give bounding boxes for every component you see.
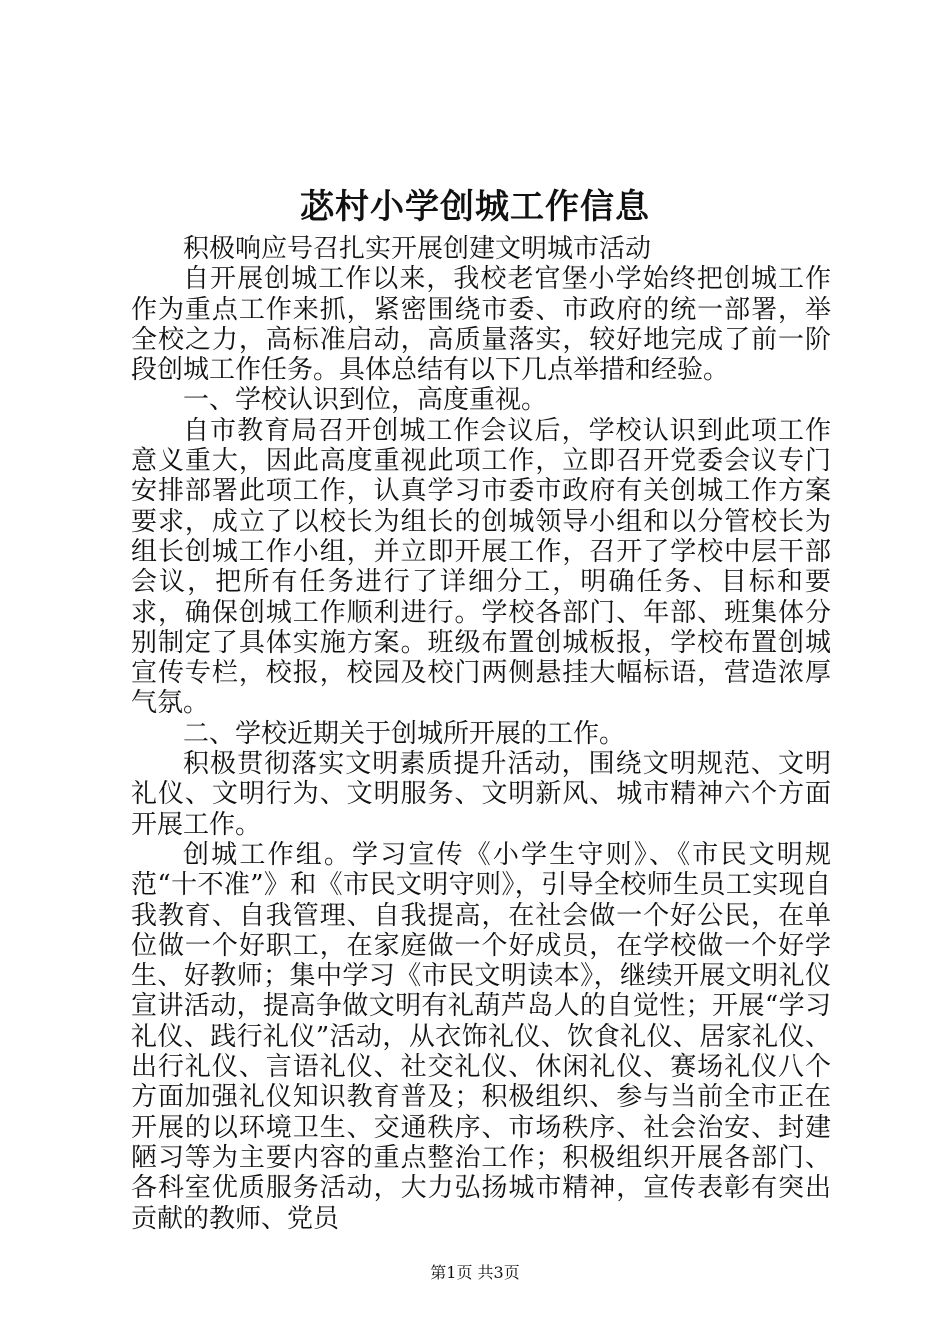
section-heading-1: 一、学校认识到位，高度重视。 bbox=[183, 385, 548, 416]
section-2-paragraph: 积极贯彻落实文明素质提升活动，围绕文明规范、文明礼仪、文明行为、文明服务、文明新风、城市精神六个方面开展工作。 bbox=[131, 749, 831, 840]
intro-paragraph: 自开展创城工作以来，我校老官堡小学始终把创城工作作为重点工作来抓，紧密围绕市委、市政府的统一部署，举全校之力，高标准启动，高质量落实，较好地完成了前一阶段创城工作任务。具体总结有以下几点举措和经验。 bbox=[131, 264, 831, 386]
section-heading-2: 二、学校近期关于创城所开展的工作。 bbox=[183, 718, 626, 749]
section-1-paragraph: 自市教育局召开创城工作会议后，学校认识到此项工作意义重大，因此高度重视此项工作，立即召开党委会议专门安排部署此项工作，认真学习市委市政府有关创城工作方案要求，成立了以校长为组长的创城领导小组和以分管校长为组长创城工作小组，并立即开展工作，召开了学校中层干部会议，把所有任务进行了详细分工，明确任务、目标和要求，确保创城工作顺利进行。学校各部门、年部、班集体分别制定了具体实施方案。班级布置创城板报，学校布置创城宣传专栏，校报，校园及校门两侧悬挂大幅标语，营造浓厚气氛。 bbox=[131, 415, 831, 719]
document-body bbox=[131, 234, 831, 1234]
page-footer: 第1页 共3页 bbox=[430, 1263, 520, 1282]
work-group-paragraph: 创城工作组。学习宣传《小学生守则》、《市民文明规范“十不准”》和《市民文明守则》，引导全校师生员工实现自我教育、自我管理、自我提高，在社会做一个好公民，在单位做一个好职工，在家庭做一个好成员，在学校做一个好学生、好教师；集中学习《市民文明读本》，继续开展文明礼仪宣讲活动，提高争做文明有礼葫芦岛人的自觉性；开展“学习礼仪、践行礼仪”活动，从衣饰礼仪、饮食礼仪、居家礼仪、出行礼仪、言语礼仪、社交礼仪、休闲礼仪、赛场礼仪八个方面加强礼仪知识教育普及；积极组织、参与当前全市正在开展的以环境卫生、交通秩序、市场秩序、社会治安、封建陋习等为主要内容的重点整治工作；积极组织开展各部门、各科室优质服务活动，大力弘扬城市精神，宣传表彰有突出贡献的教师、党员 bbox=[131, 839, 831, 1234]
document-title: 苾村小学创城工作信息 bbox=[300, 187, 650, 227]
subtitle-paragraph: 积极响应号召扎实开展创建文明城市活动 bbox=[183, 234, 652, 264]
